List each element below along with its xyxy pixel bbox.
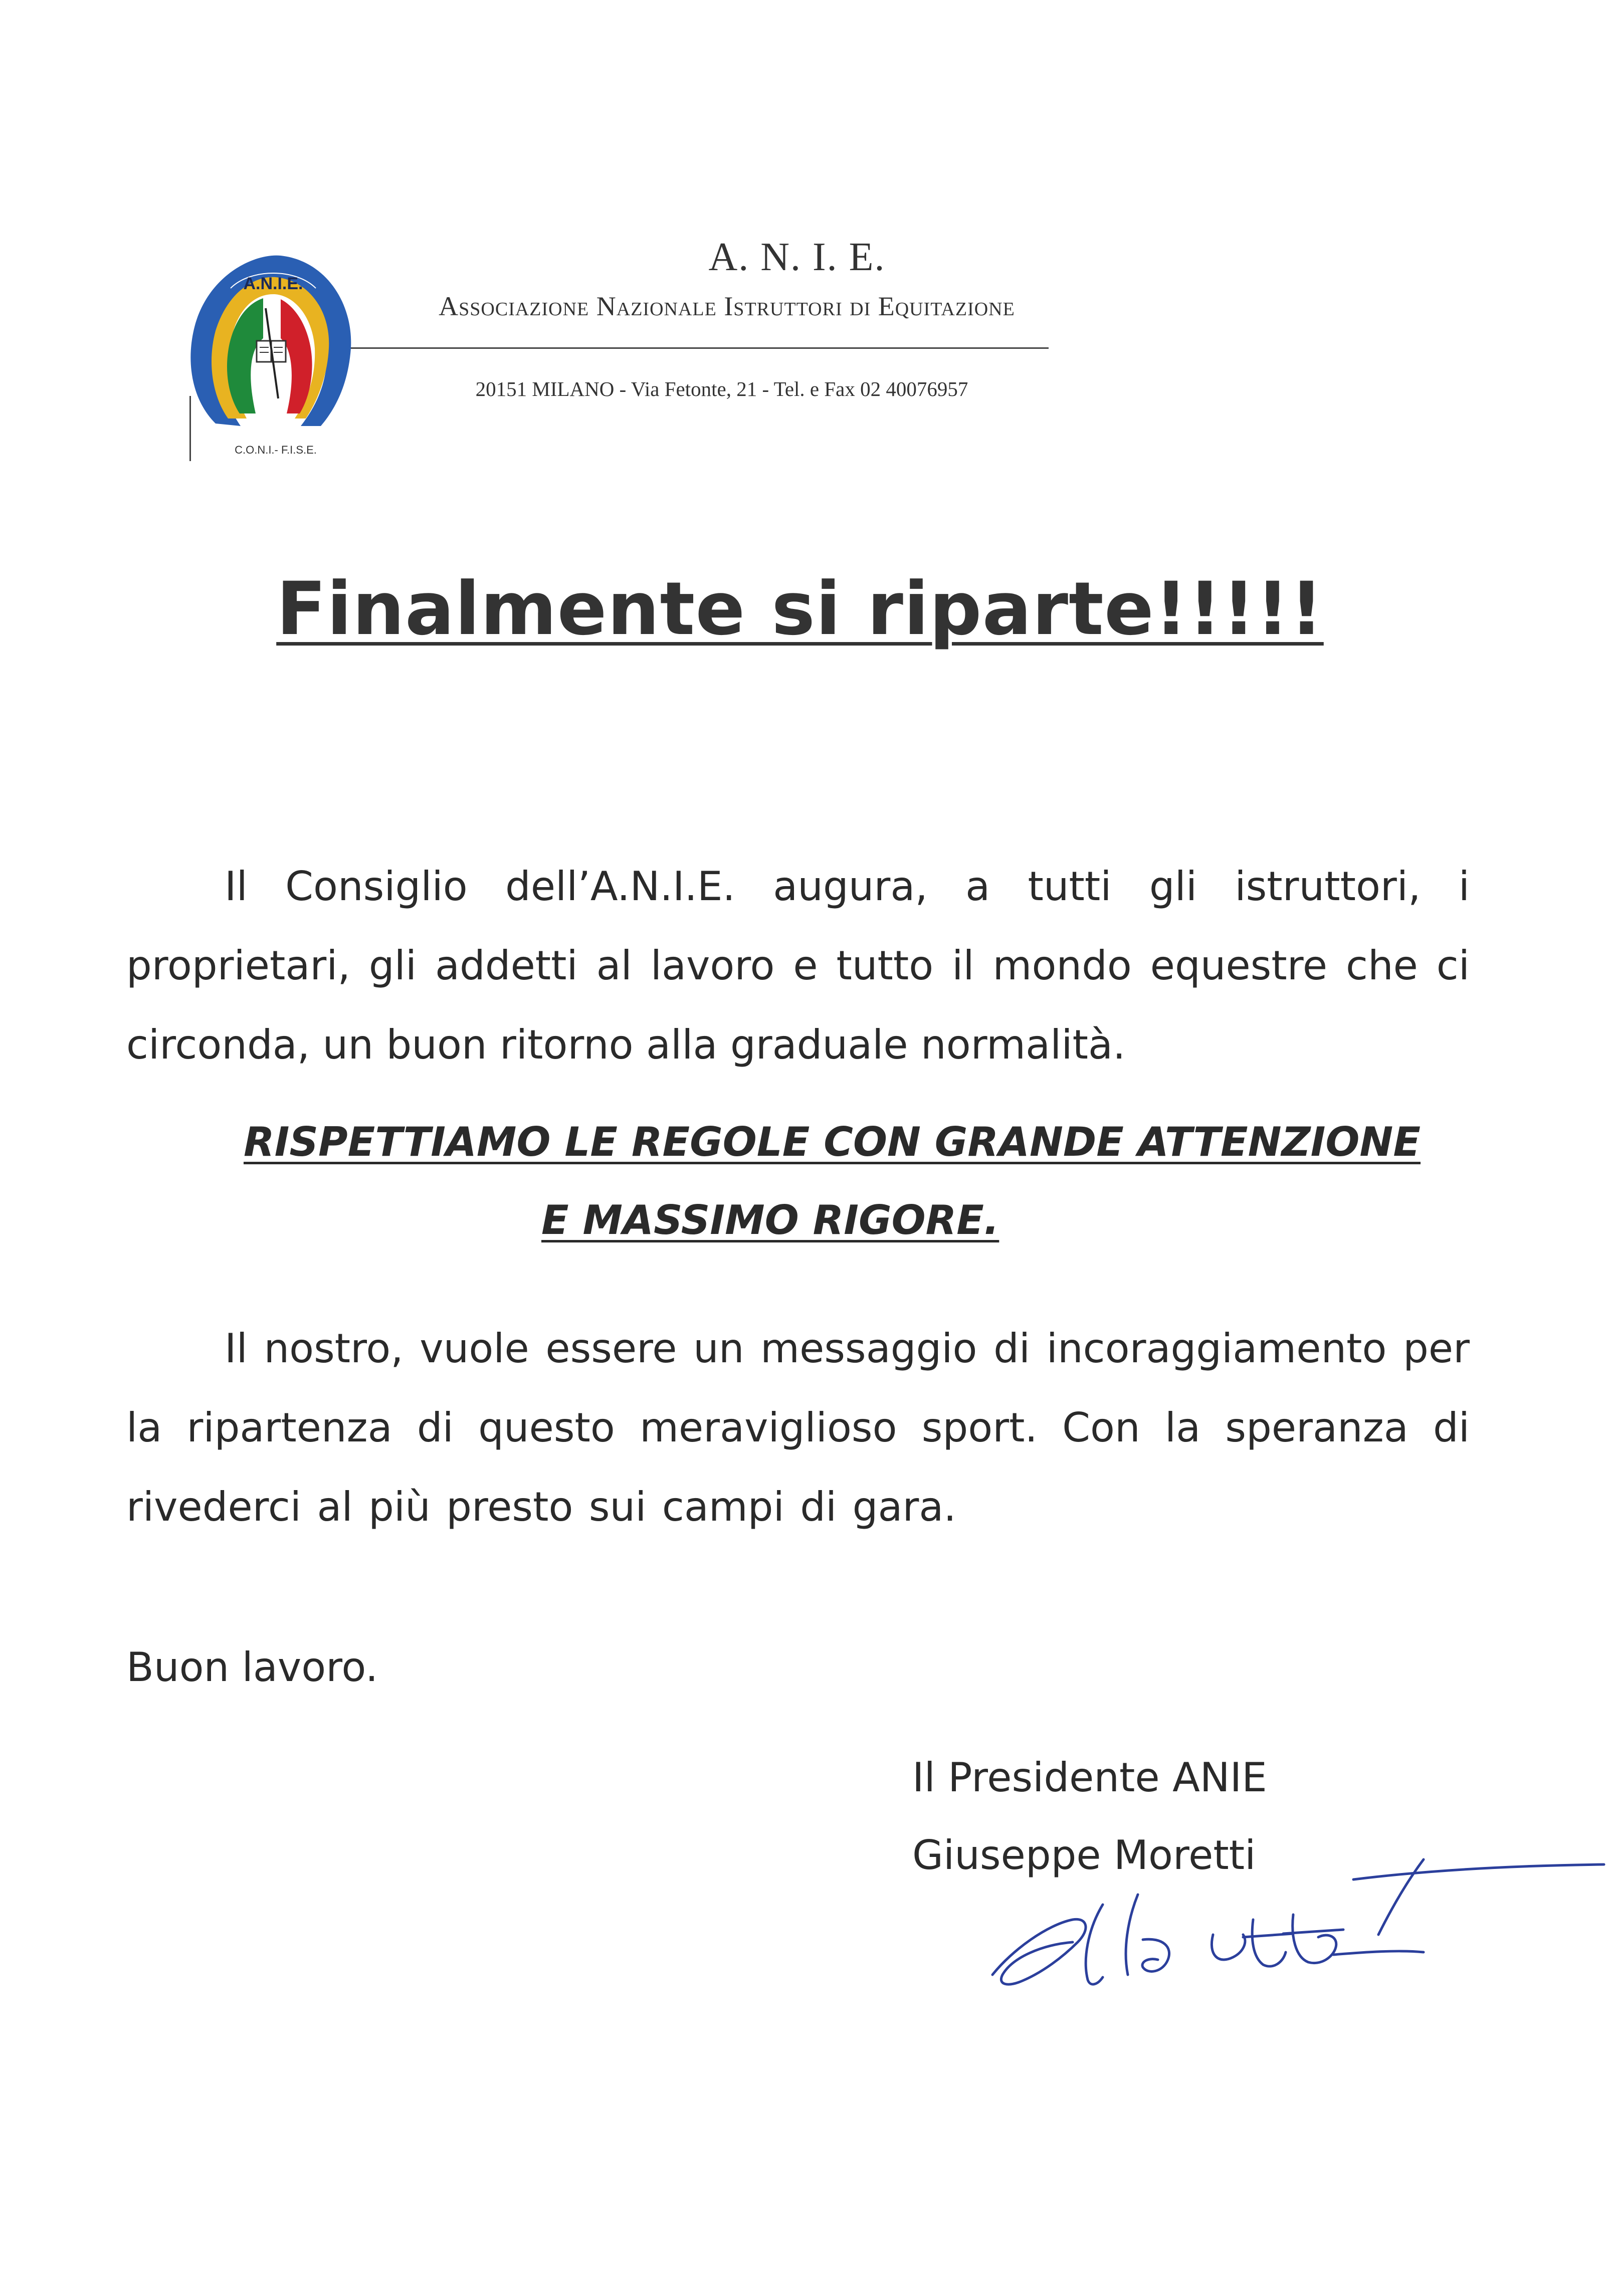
- org-abbreviation: A. N. I. E.: [708, 235, 886, 279]
- closing-line: Buon lavoro.: [126, 1644, 378, 1691]
- document-title: Finalmente si riparte!!!!!: [276, 566, 1324, 652]
- rules-line-2: E MASSIMO RIGORE.: [541, 1197, 999, 1243]
- org-full-name: Associazione Nazionale Istruttori di Equitazione: [439, 291, 1015, 321]
- body-paragraph-1: [126, 847, 1470, 1085]
- anie-logo-icon: [180, 233, 361, 464]
- logo-caption: C.O.N.I.- F.I.S.E.: [235, 444, 317, 456]
- paragraph-1-text: Il Consiglio dell’A.N.I.E. augura, a tutti gli istruttori, i proprietari, gli addetti al lavoro e tutto il mondo equestre che ci circonda, un buon ritorno alla graduale normalità.: [126, 863, 1470, 1068]
- logo-rule: [189, 396, 191, 461]
- org-address: 20151 MILANO - Via Fetonte, 21 - Tel. e Fax 02 40076957: [475, 377, 968, 400]
- signer-name: Giuseppe Moretti: [912, 1832, 1256, 1878]
- svg-text:A.N.I.E.: A.N.I.E.: [243, 274, 303, 293]
- handwritten-signature-icon: [982, 1849, 1609, 2000]
- body-paragraph-2: [126, 1309, 1470, 1547]
- paragraph-2-text: Il nostro, vuole essere un messaggio di incoraggiamento per la ripartenza di questo meraviglioso sport. Con la speranza di rivederci al più presto sui campi di gara.: [126, 1325, 1470, 1530]
- signer-role: Il Presidente ANIE: [912, 1754, 1267, 1801]
- letterhead-divider: [351, 347, 1049, 349]
- rules-line-1: RISPETTIAMO LE REGOLE CON GRANDE ATTENZIONE: [243, 1119, 1421, 1165]
